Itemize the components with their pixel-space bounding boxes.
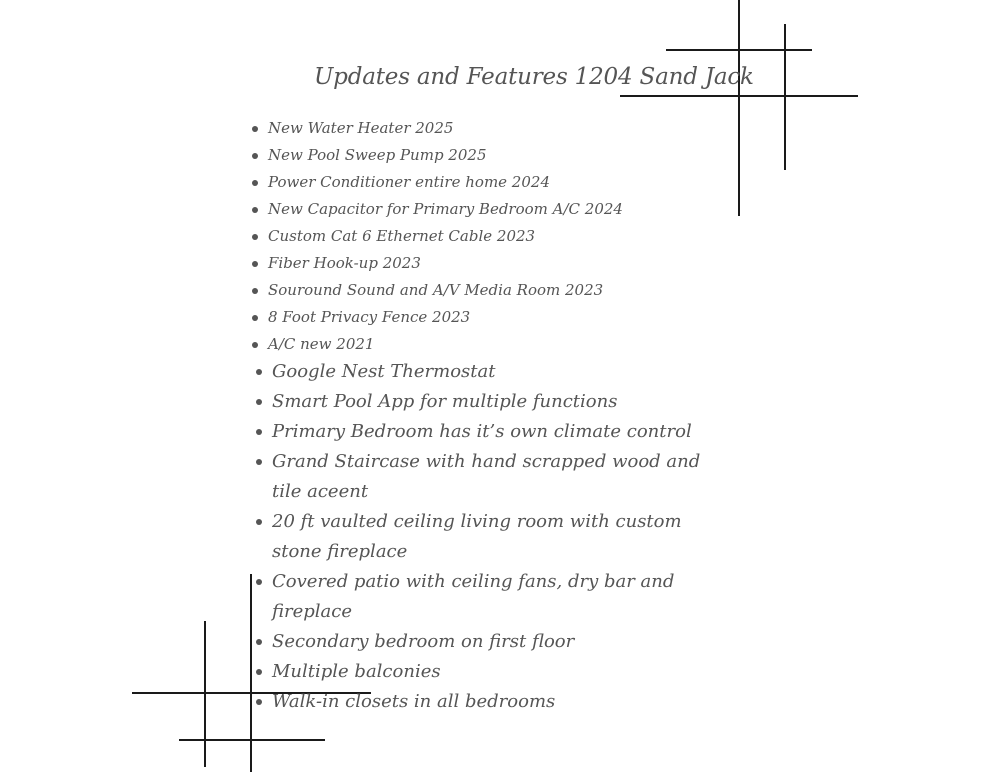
bullet-icon (256, 399, 262, 405)
list-item-text: New Capacitor for Primary Bedroom A/C 2024 (268, 200, 623, 218)
list-item (250, 196, 623, 223)
features-list-recent (250, 115, 623, 358)
bullet-icon (252, 153, 258, 159)
page-title: Updates and Features 1204 Sand Jack (314, 64, 754, 90)
list-item (250, 142, 623, 169)
list-item-text: A/C new 2021 (268, 335, 375, 353)
list-item-text: Grand Staircase with hand scrapped wood and tile aceent (272, 451, 701, 502)
list-item (254, 687, 702, 717)
decorative-line (784, 24, 786, 170)
bullet-icon (256, 519, 262, 525)
list-item-text: Secondary bedroom on first floor (272, 631, 575, 652)
list-item (254, 387, 702, 417)
list-item-text: Google Nest Thermostat (272, 361, 496, 382)
decorative-line (250, 574, 252, 772)
bullet-icon (252, 180, 258, 186)
bullet-icon (256, 369, 262, 375)
list-item-text: Custom Cat 6 Ethernet Cable 2023 (268, 227, 536, 245)
list-item-text: Souround Sound and A/V Media Room 2023 (268, 281, 604, 299)
decorative-line (179, 739, 325, 741)
list-item-text: Smart Pool App for multiple functions (272, 391, 618, 412)
list-item (250, 250, 623, 277)
list-item-text: 20 ft vaulted ceiling living room with custom stone fireplace (272, 511, 682, 562)
list-item-text: Fiber Hook-up 2023 (268, 254, 421, 272)
list-item-text: Covered patio with ceiling fans, dry bar and fireplace (272, 571, 675, 622)
bullet-icon (256, 639, 262, 645)
bullet-icon (256, 459, 262, 465)
list-item (254, 567, 702, 627)
list-item-text: Power Conditioner entire home 2024 (268, 173, 550, 191)
features-list-home (254, 357, 702, 717)
decorative-line (204, 621, 206, 767)
bullet-icon (252, 261, 258, 267)
list-item (254, 657, 702, 687)
list-item (254, 357, 702, 387)
list-item (250, 331, 623, 358)
bullet-icon (256, 429, 262, 435)
bullet-icon (252, 288, 258, 294)
bullet-icon (252, 315, 258, 321)
list-item (254, 417, 702, 447)
list-item-text: 8 Foot Privacy Fence 2023 (268, 308, 471, 326)
bullet-icon (252, 207, 258, 213)
list-item-text: Walk-in closets in all bedrooms (272, 691, 556, 712)
list-item (254, 507, 702, 567)
bullet-icon (252, 126, 258, 132)
list-item-text: New Water Heater 2025 (268, 119, 454, 137)
list-item (250, 223, 623, 250)
list-item (250, 115, 623, 142)
list-item (254, 447, 702, 507)
list-item-text: Multiple balconies (272, 661, 441, 682)
list-item (250, 169, 623, 196)
bullet-icon (256, 669, 262, 675)
decorative-line (738, 0, 740, 216)
bullet-icon (252, 234, 258, 240)
bullet-icon (252, 342, 258, 348)
list-item (254, 627, 702, 657)
list-item (250, 277, 623, 304)
list-item-text: Primary Bedroom has it’s own climate control (272, 421, 692, 442)
bullet-icon (256, 699, 262, 705)
list-item-text: New Pool Sweep Pump 2025 (268, 146, 487, 164)
bullet-icon (256, 579, 262, 585)
list-item (250, 304, 623, 331)
